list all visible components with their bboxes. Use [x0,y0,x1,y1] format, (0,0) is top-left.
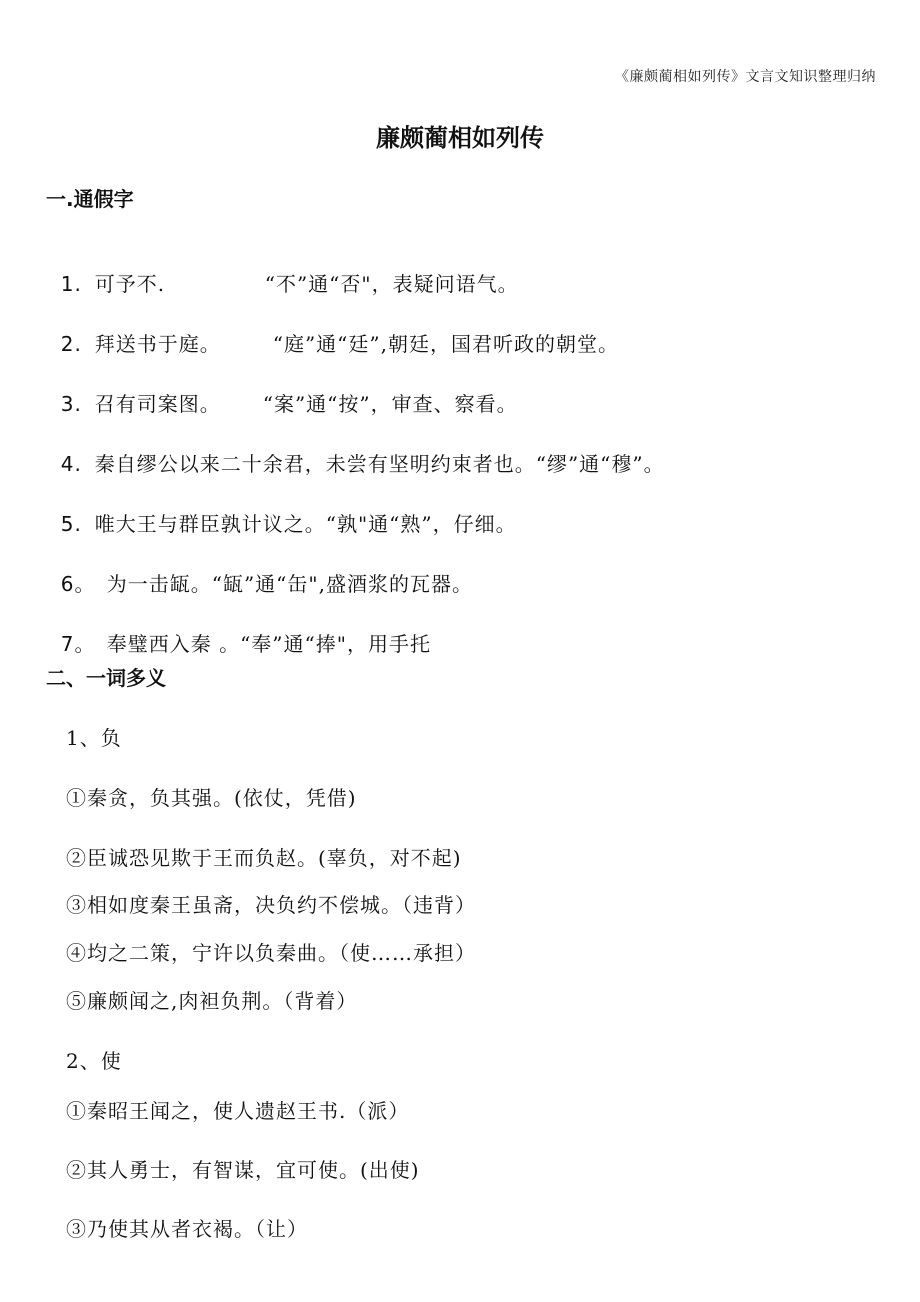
group-label: 1、负 [66,726,122,750]
list-item: ③乃使其从者衣褐。（让） [66,1217,308,1241]
item-note: “不”通“否"，表疑问语气。 [264,272,519,296]
item-phrase: 为一击缻。 [106,572,212,596]
item-number: 6。 [60,572,96,596]
item-phrase: 奉璧西入秦 。 [106,632,241,656]
list-item: ④均之二策，宁许以负秦曲。（使……承担） [66,941,476,965]
group-label: 2、使 [66,1049,122,1073]
item-number: 5. [60,512,82,536]
item-phrase: 可予不. [94,272,166,296]
item-phrase: 召有司案图。 [94,392,221,416]
section-heading-yiciduoyi: 二、一词多义 [46,666,166,690]
page-title: 廉颇蔺相如列传 [376,124,544,152]
item-number: 2. [60,332,82,356]
list-item: ②其人勇士，有智谋，宜可使。(出使) [66,1158,420,1182]
list-item [46,244,519,297]
item-note: “缻”通“缶",盛酒浆的瓦器。 [211,572,473,596]
item-note: “庭”通“廷”,朝廷，国君听政的朝堂。 [272,332,619,356]
list-item: ⑤廉颇闻之,肉袒负荆。（背着） [66,989,358,1013]
item-number: 1. [60,272,82,296]
list-item: ③相如度秦王虽斋，决负约不偿城。（违背） [66,893,476,917]
item-phrase: 拜送书于庭。 [94,332,221,356]
list-item [46,424,665,477]
list-item [46,364,518,417]
item-phrase: 秦自缪公以来二十余君，未尝有坚明约束者也。 [94,452,536,476]
page-header: 《廉颇蔺相如列传》文言文知识整理归纳 [615,69,876,85]
list-item: ①秦昭王闻之，使人遗赵王书.（派） [66,1099,410,1123]
item-number: 3. [60,392,82,416]
section-heading-tongjiazi: 一.通假字 [46,187,134,211]
item-note: “缪”通“穆”。 [535,452,665,476]
item-note: “案”通“按”，审查、察看。 [262,392,518,416]
item-note: “奉”通“捧"，用手托 [240,632,431,656]
item-note: “孰"通“熟”，仔细。 [325,512,517,536]
list-item: ①秦贪，负其强。(依仗，凭借) [66,786,357,810]
item-phrase: 唯大王与群臣孰计议之。 [94,512,326,536]
list-item: ②臣诚恐见欺于王而负赵。(辜负，对不起) [66,846,462,870]
list-item [46,304,619,357]
item-number: 4. [60,452,82,476]
list-item [46,604,431,657]
list-item [46,544,473,597]
item-number: 7。 [60,632,96,656]
list-item [46,484,517,537]
